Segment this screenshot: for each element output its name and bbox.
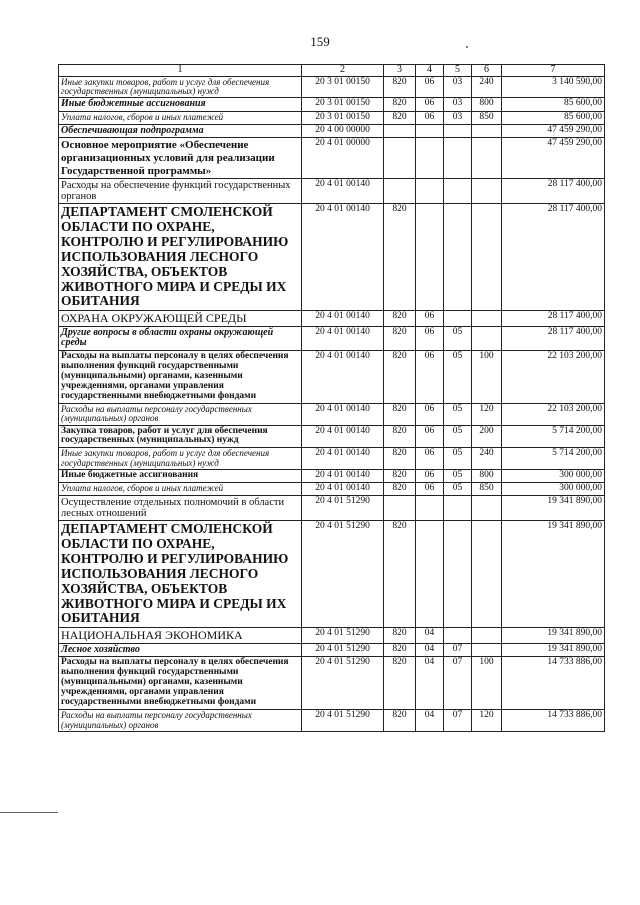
- header-col-7: 7: [502, 65, 605, 77]
- table-row: [59, 350, 605, 403]
- row-section-code: 04: [416, 657, 444, 710]
- row-target-code: 20 3 01 00150: [302, 111, 384, 124]
- row-subsection-code: 03: [444, 98, 472, 112]
- row-subsection-code: [444, 496, 472, 521]
- row-section-code: 06: [416, 111, 444, 124]
- table-row: [59, 483, 605, 496]
- row-name: Обеспечивающая подпрограмма: [59, 124, 302, 138]
- row-amount: 300 000,00: [502, 483, 605, 496]
- row-expense-type: [472, 521, 502, 628]
- row-target-code: 20 3 01 00150: [302, 76, 384, 98]
- row-subsection-code: [444, 204, 472, 311]
- row-amount: 47 459 290,00: [502, 138, 605, 179]
- row-section-code: [416, 496, 444, 521]
- row-section-code: [416, 124, 444, 138]
- row-target-code: 20 4 00 00000: [302, 124, 384, 138]
- row-ministry-code: 820: [384, 111, 416, 124]
- row-subsection-code: [444, 521, 472, 628]
- row-section-code: [416, 521, 444, 628]
- row-target-code: 20 4 01 00140: [302, 179, 384, 204]
- row-name: Закупка товаров, работ и услуг для обеспечения государственных (муниципальных) нужд: [59, 425, 302, 448]
- row-subsection-code: 07: [444, 643, 472, 657]
- scan-margin-line: [0, 812, 58, 813]
- row-section-code: 06: [416, 350, 444, 403]
- row-ministry-code: 820: [384, 311, 416, 327]
- table-row: [59, 76, 605, 98]
- row-target-code: 20 4 01 00000: [302, 138, 384, 179]
- table-row: [59, 98, 605, 112]
- row-section-code: 04: [416, 710, 444, 732]
- row-section-code: [416, 179, 444, 204]
- row-expense-type: 120: [472, 710, 502, 732]
- row-section-code: [416, 204, 444, 311]
- row-ministry-code: 820: [384, 470, 416, 483]
- row-expense-type: [472, 326, 502, 350]
- table-row: [59, 179, 605, 204]
- row-ministry-code: 820: [384, 76, 416, 98]
- row-name: ОХРАНА ОКРУЖАЮЩЕЙ СРЕДЫ: [59, 311, 302, 327]
- row-section-code: 06: [416, 425, 444, 448]
- row-amount: 19 341 890,00: [502, 521, 605, 628]
- row-section-code: 06: [416, 448, 444, 470]
- page-number: 159: [310, 34, 330, 49]
- row-expense-type: [472, 643, 502, 657]
- row-target-code: 20 4 01 51290: [302, 657, 384, 710]
- row-name: ДЕПАРТАМЕНТ СМОЛЕНСКОЙ ОБЛАСТИ ПО ОХРАНЕ, КОНТРОЛЮ И РЕГУЛИРОВАНИЮ ИСПОЛЬЗОВАНИЯ ЛЕСНОГО ХОЗЯЙСТВА, ОБЪЕКТОВ ЖИВОТНОГО МИРА И СРЕДЫ ИХ ОБИТАНИЯ: [59, 204, 302, 311]
- row-subsection-code: 07: [444, 710, 472, 732]
- row-expense-type: 200: [472, 425, 502, 448]
- row-section-code: 06: [416, 326, 444, 350]
- row-expense-type: 850: [472, 111, 502, 124]
- row-subsection-code: 05: [444, 425, 472, 448]
- row-name: Иные бюджетные ассигнования: [59, 98, 302, 112]
- row-ministry-code: 820: [384, 521, 416, 628]
- row-expense-type: 100: [472, 657, 502, 710]
- table-row: [59, 204, 605, 311]
- row-amount: 3 140 590,00: [502, 76, 605, 98]
- row-name: Иные закупки товаров, работ и услуг для обеспечения государственных (муниципальных) нужд: [59, 76, 302, 98]
- row-target-code: 20 4 01 51290: [302, 643, 384, 657]
- row-subsection-code: 03: [444, 111, 472, 124]
- row-target-code: 20 4 01 00140: [302, 483, 384, 496]
- row-name: Основное мероприятие «Обеспечение организационных условий для реализации Государственной программы»: [59, 138, 302, 179]
- row-ministry-code: 820: [384, 403, 416, 425]
- row-section-code: 04: [416, 628, 444, 644]
- row-ministry-code: 820: [384, 350, 416, 403]
- row-expense-type: [472, 179, 502, 204]
- row-amount: 5 714 200,00: [502, 448, 605, 470]
- table-row: [59, 657, 605, 710]
- row-expense-type: [472, 124, 502, 138]
- header-col-5: 5: [444, 65, 472, 77]
- scan-speck: [466, 46, 468, 48]
- table-row: [59, 124, 605, 138]
- row-expense-type: 800: [472, 98, 502, 112]
- header-col-6: 6: [472, 65, 502, 77]
- row-amount: 300 000,00: [502, 470, 605, 483]
- table-row: [59, 111, 605, 124]
- row-name: Лесное хозяйство: [59, 643, 302, 657]
- row-expense-type: 240: [472, 76, 502, 98]
- row-subsection-code: [444, 311, 472, 327]
- row-amount: 22 103 200,00: [502, 350, 605, 403]
- row-name: Расходы на выплаты персоналу государственных (муниципальных) органов: [59, 403, 302, 425]
- row-subsection-code: 07: [444, 657, 472, 710]
- row-expense-type: [472, 496, 502, 521]
- row-amount: 28 117 400,00: [502, 179, 605, 204]
- row-target-code: 20 4 01 00140: [302, 403, 384, 425]
- row-subsection-code: 03: [444, 76, 472, 98]
- row-section-code: 06: [416, 76, 444, 98]
- row-ministry-code: [384, 179, 416, 204]
- row-expense-type: 100: [472, 350, 502, 403]
- table-row: [59, 643, 605, 657]
- table-row: [59, 138, 605, 179]
- row-amount: 14 733 886,00: [502, 657, 605, 710]
- row-expense-type: [472, 311, 502, 327]
- row-expense-type: 800: [472, 470, 502, 483]
- row-target-code: 20 4 01 00140: [302, 204, 384, 311]
- row-ministry-code: 820: [384, 425, 416, 448]
- row-target-code: 20 4 01 00140: [302, 311, 384, 327]
- row-amount: 22 103 200,00: [502, 403, 605, 425]
- row-expense-type: [472, 628, 502, 644]
- row-target-code: 20 4 01 00140: [302, 425, 384, 448]
- header-col-4: 4: [416, 65, 444, 77]
- table-row: [59, 496, 605, 521]
- row-ministry-code: 820: [384, 448, 416, 470]
- row-amount: 85 600,00: [502, 98, 605, 112]
- row-subsection-code: [444, 124, 472, 138]
- row-amount: 19 341 890,00: [502, 643, 605, 657]
- row-expense-type: [472, 138, 502, 179]
- row-ministry-code: 820: [384, 98, 416, 112]
- row-subsection-code: [444, 179, 472, 204]
- row-name: Осуществление отдельных полномочий в области лесных отношений: [59, 496, 302, 521]
- header-col-2: 2: [302, 65, 384, 77]
- table-row: [59, 425, 605, 448]
- table-row: [59, 326, 605, 350]
- header-col-1: 1: [59, 65, 302, 77]
- row-name: НАЦИОНАЛЬНАЯ ЭКОНОМИКА: [59, 628, 302, 644]
- row-section-code: 06: [416, 483, 444, 496]
- row-amount: 85 600,00: [502, 111, 605, 124]
- row-amount: 19 341 890,00: [502, 628, 605, 644]
- row-ministry-code: 820: [384, 326, 416, 350]
- row-name: Уплата налогов, сборов и иных платежей: [59, 483, 302, 496]
- row-expense-type: [472, 204, 502, 311]
- row-name: Расходы на обеспечение функций государственных органов: [59, 179, 302, 204]
- row-target-code: 20 4 01 51290: [302, 628, 384, 644]
- row-name: Расходы на выплаты персоналу государственных (муниципальных) органов: [59, 710, 302, 732]
- row-ministry-code: 820: [384, 628, 416, 644]
- row-name: Иные закупки товаров, работ и услуг для обеспечения государственных (муниципальных) нужд: [59, 448, 302, 470]
- row-amount: 14 733 886,00: [502, 710, 605, 732]
- row-amount: 28 117 400,00: [502, 311, 605, 327]
- row-ministry-code: [384, 124, 416, 138]
- row-name: Иные бюджетные ассигнования: [59, 470, 302, 483]
- row-subsection-code: 05: [444, 470, 472, 483]
- row-subsection-code: 05: [444, 403, 472, 425]
- row-name: Другие вопросы в области охраны окружающей среды: [59, 326, 302, 350]
- row-target-code: 20 4 01 00140: [302, 448, 384, 470]
- row-section-code: 06: [416, 403, 444, 425]
- row-amount: 28 117 400,00: [502, 204, 605, 311]
- row-section-code: 06: [416, 98, 444, 112]
- row-ministry-code: 820: [384, 657, 416, 710]
- row-ministry-code: [384, 496, 416, 521]
- row-expense-type: 850: [472, 483, 502, 496]
- table-row: [59, 470, 605, 483]
- table-row: [59, 448, 605, 470]
- row-section-code: 06: [416, 311, 444, 327]
- table-row: [59, 628, 605, 644]
- row-target-code: 20 4 01 51290: [302, 710, 384, 732]
- row-expense-type: 120: [472, 403, 502, 425]
- header-row: [59, 65, 605, 77]
- row-expense-type: 240: [472, 448, 502, 470]
- header-col-3: 3: [384, 65, 416, 77]
- row-ministry-code: [384, 138, 416, 179]
- row-subsection-code: [444, 628, 472, 644]
- row-target-code: 20 4 01 51290: [302, 496, 384, 521]
- table-row: [59, 521, 605, 628]
- row-subsection-code: [444, 138, 472, 179]
- row-section-code: [416, 138, 444, 179]
- row-target-code: 20 4 01 00140: [302, 326, 384, 350]
- row-amount: 5 714 200,00: [502, 425, 605, 448]
- row-subsection-code: 05: [444, 326, 472, 350]
- row-target-code: 20 4 01 00140: [302, 470, 384, 483]
- row-name: Расходы на выплаты персоналу в целях обеспечения выполнения функций государственными (муниципальными) органами, казенными учреждениями, органами управления государственными внебюджетными фондами: [59, 350, 302, 403]
- row-amount: 47 459 290,00: [502, 124, 605, 138]
- row-ministry-code: 820: [384, 204, 416, 311]
- row-amount: 19 341 890,00: [502, 496, 605, 521]
- table-row: [59, 403, 605, 425]
- row-target-code: 20 4 01 51290: [302, 521, 384, 628]
- row-name: ДЕПАРТАМЕНТ СМОЛЕНСКОЙ ОБЛАСТИ ПО ОХРАНЕ, КОНТРОЛЮ И РЕГУЛИРОВАНИЮ ИСПОЛЬЗОВАНИЯ ЛЕСНОГО ХОЗЯЙСТВА, ОБЪЕКТОВ ЖИВОТНОГО МИРА И СРЕДЫ ИХ ОБИТАНИЯ: [59, 521, 302, 628]
- table-row: [59, 311, 605, 327]
- row-section-code: 04: [416, 643, 444, 657]
- row-amount: 28 117 400,00: [502, 326, 605, 350]
- row-name: Расходы на выплаты персоналу в целях обеспечения выполнения функций государственными (муниципальными) органами, казенными учреждениями, органами управления государственными внебюджетными фондами: [59, 657, 302, 710]
- table-row: [59, 710, 605, 732]
- budget-table: [58, 64, 605, 732]
- row-ministry-code: 820: [384, 643, 416, 657]
- row-ministry-code: 820: [384, 483, 416, 496]
- row-subsection-code: 05: [444, 483, 472, 496]
- row-subsection-code: 05: [444, 350, 472, 403]
- row-ministry-code: 820: [384, 710, 416, 732]
- row-name: Уплата налогов, сборов и иных платежей: [59, 111, 302, 124]
- row-section-code: 06: [416, 470, 444, 483]
- row-target-code: 20 3 01 00150: [302, 98, 384, 112]
- row-target-code: 20 4 01 00140: [302, 350, 384, 403]
- row-subsection-code: 05: [444, 448, 472, 470]
